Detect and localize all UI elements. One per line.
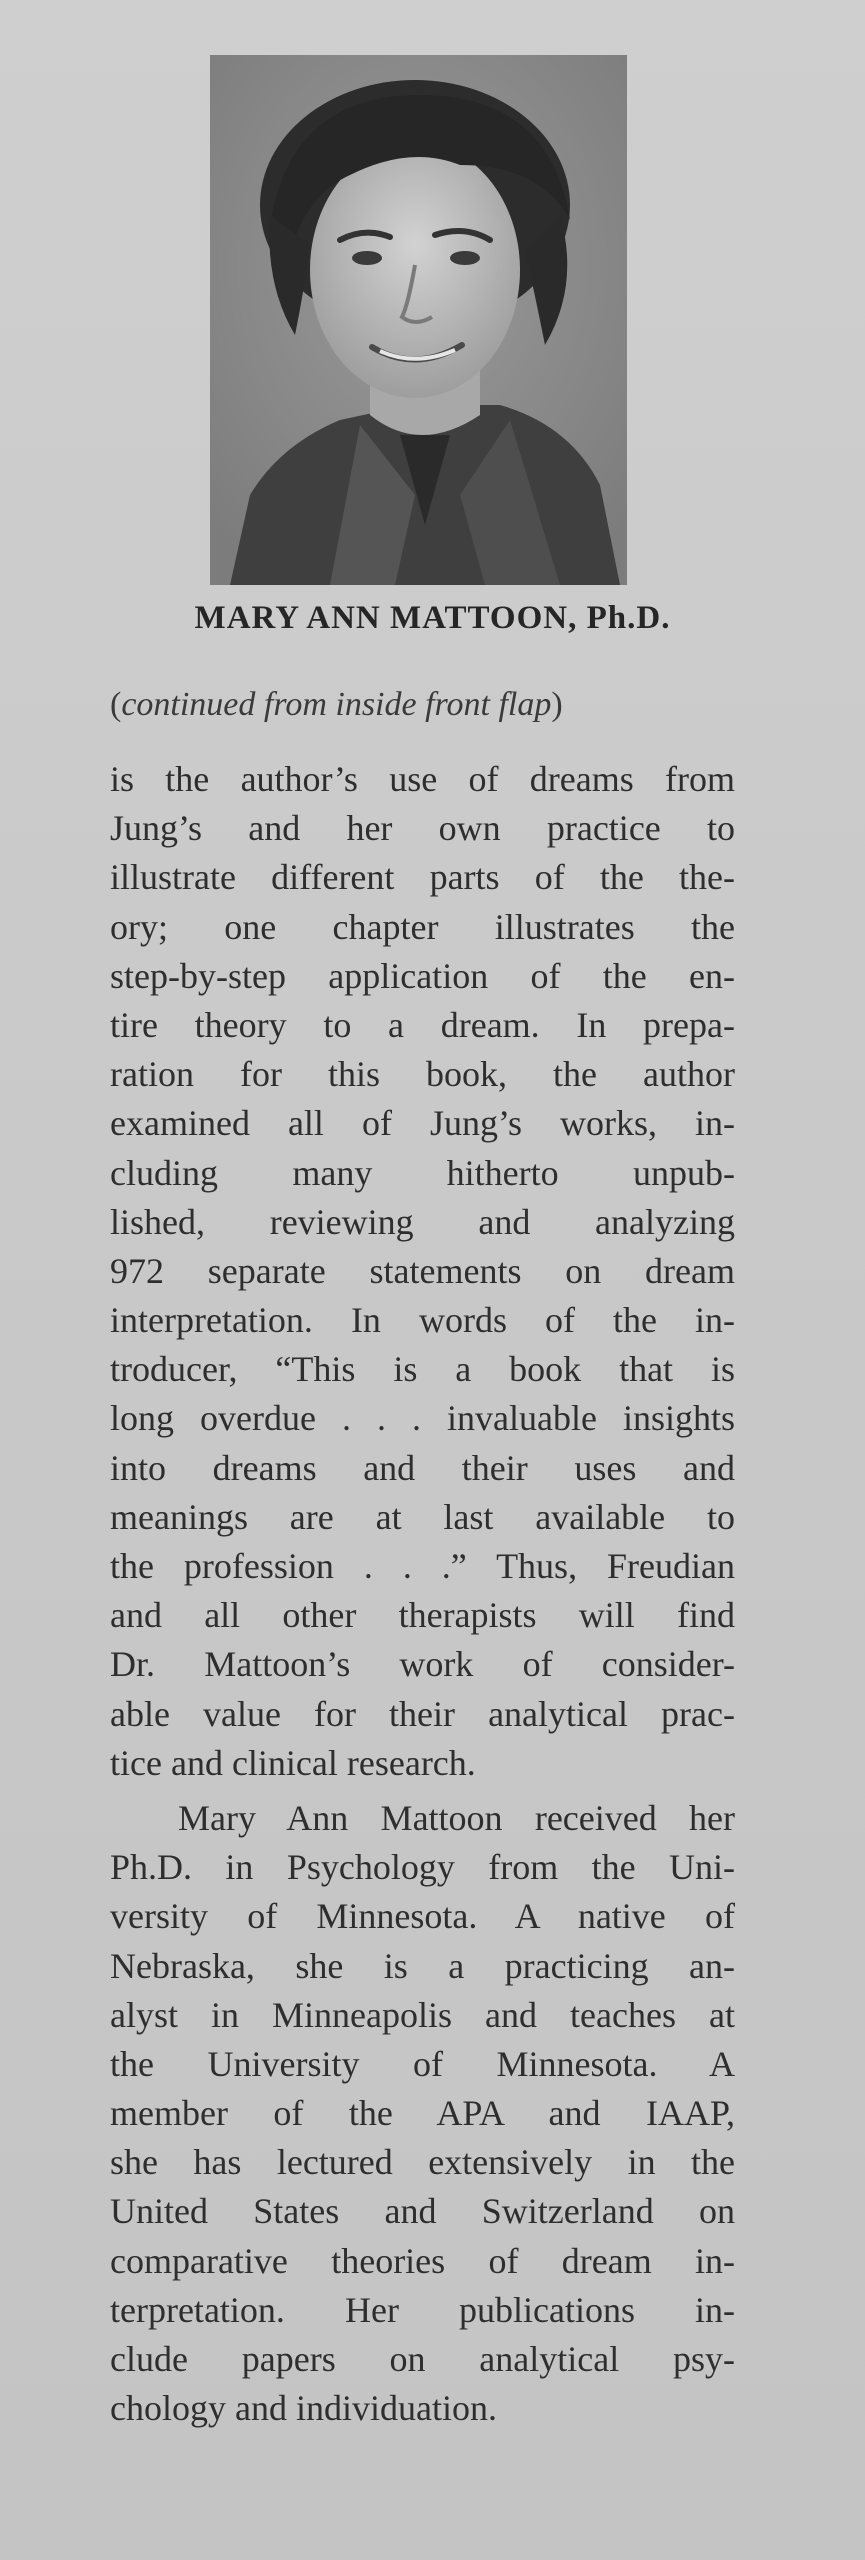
text-line: cluding many hitherto unpub- <box>110 1152 735 1193</box>
text-line: ory; one chapter illustrates the <box>110 906 735 947</box>
author-photo <box>210 55 627 585</box>
text-line: comparative theories of dream in- <box>110 2240 735 2281</box>
text-line: Jung’s and her own practice to <box>110 808 735 849</box>
text-line: versity of Minnesota. A native of <box>110 1896 735 1937</box>
text-line: Nebraska, she is a practicing an- <box>110 1945 735 1986</box>
text-line: examined all of Jung’s works, in- <box>110 1103 735 1144</box>
text-line: United States and Switzerland on <box>110 2191 735 2232</box>
text-line: chology and individuation. <box>110 2388 497 2429</box>
continued-note-text: continued from inside front flap <box>121 686 552 723</box>
text-line: tice and clinical research. <box>110 1742 476 1783</box>
text-line: the profession . . .” Thus, Freudian <box>110 1546 735 1586</box>
author-portrait-image <box>210 55 627 585</box>
text-line: able value for their analytical prac- <box>110 1693 735 1734</box>
text-line: 972 separate statements on dream <box>110 1250 735 1291</box>
text-line: step-by-step application of the en- <box>110 955 735 996</box>
text-line: Mary Ann Mattoon received her <box>178 1797 735 1838</box>
author-name: MARY ANN MATTOON, Ph.D. <box>194 600 671 636</box>
description-paragraph <box>110 755 735 1788</box>
text-line: interpretation. In words of the in- <box>110 1300 735 1341</box>
flap-body-text <box>110 755 735 2433</box>
text-line: the University of Minnesota. A <box>110 2043 735 2084</box>
text-line: lished, reviewing and analyzing <box>110 1201 735 1242</box>
text-line: meanings are at last available to <box>110 1496 735 1537</box>
text-line: into dreams and their uses and <box>110 1447 735 1488</box>
text-line: Ph.D. in Psychology from the Uni- <box>110 1847 735 1888</box>
biography-paragraph <box>110 1794 735 2433</box>
text-line: terpretation. Her publications in- <box>110 2289 735 2330</box>
text-line: is the author’s use of dreams from <box>110 759 735 799</box>
text-line: long overdue . . . invaluable insights <box>110 1398 735 1439</box>
text-line: alyst in Minneapolis and teaches at <box>110 1994 735 2035</box>
continued-note: (continued from inside front flap) <box>110 686 563 723</box>
text-line: and all other therapists will find <box>110 1595 735 1636</box>
text-line: ration for this book, the author <box>110 1054 735 1095</box>
text-line: troducer, “This is a book that is <box>110 1349 735 1390</box>
text-line: member of the APA and IAAP, <box>110 2093 735 2134</box>
text-line: clude papers on analytical psy- <box>110 2339 735 2379</box>
text-line: Dr. Mattoon’s work of consider- <box>110 1644 735 1685</box>
text-line: she has lectured extensively in the <box>110 2142 735 2183</box>
text-line: tire theory to a dream. In prepa- <box>110 1004 735 1045</box>
text-line: illustrate different parts of the the- <box>110 857 735 898</box>
